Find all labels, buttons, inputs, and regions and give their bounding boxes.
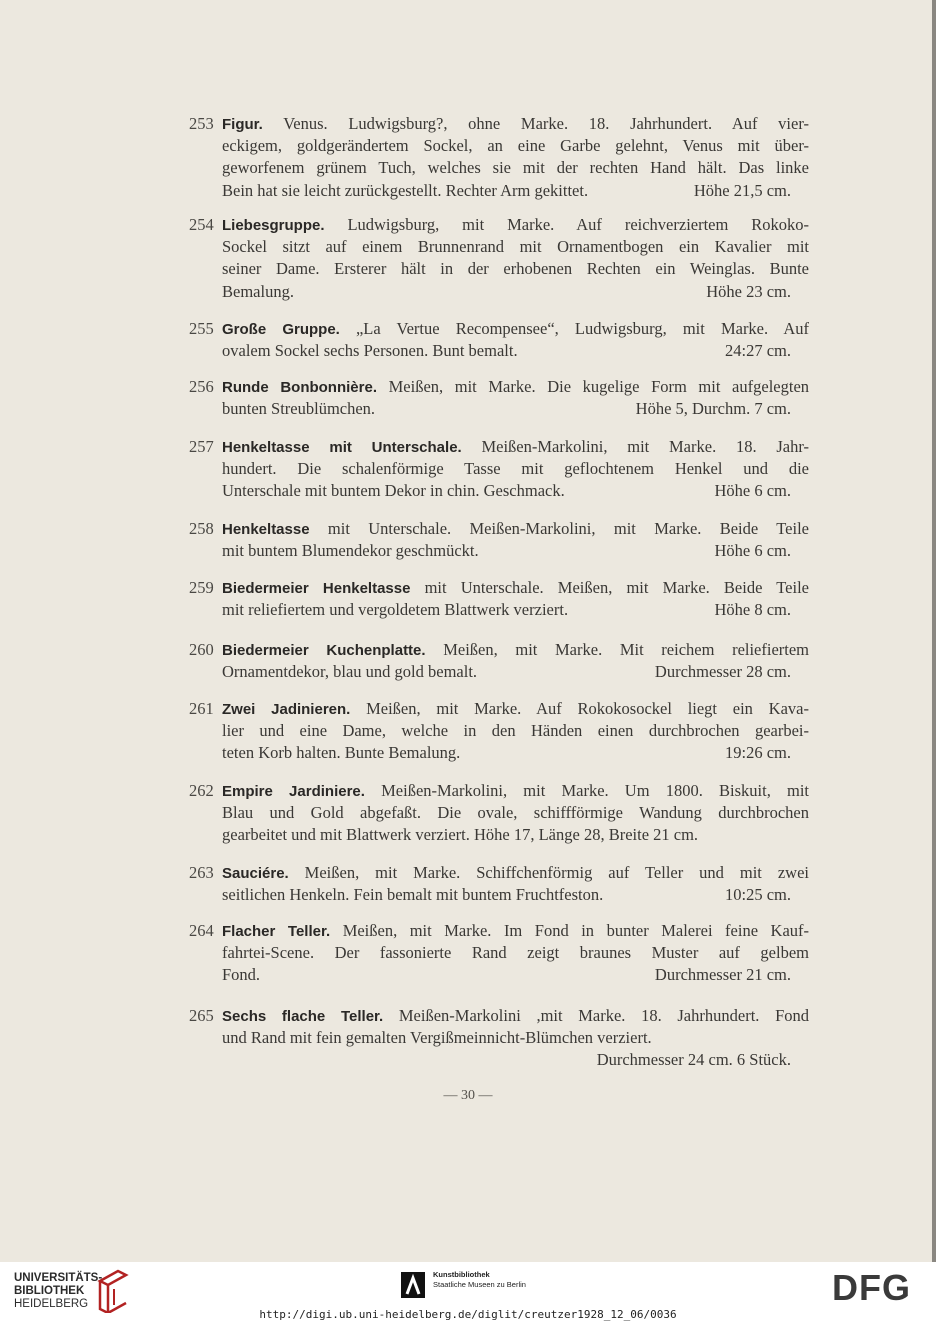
entry-text: seitlichen Henkeln. Fein bemalt mit buntem Fruchtfeston.: [222, 885, 604, 905]
entry-text: Fond.: [222, 965, 261, 985]
entry-text: „La Vertue Recompensee“, Ludwigsburg, mit Marke. Auf: [355, 319, 809, 338]
entry-text: Ornamentdekor, blau und gold bemalt.: [222, 662, 478, 682]
entry-title: Flacher Teller.: [222, 923, 331, 940]
entry-title: Figur.: [222, 116, 263, 133]
entry-title: Große Gruppe.: [222, 321, 340, 338]
dfg-logo: DFG: [832, 1267, 911, 1308]
entry-title: Empire Jardiniere.: [222, 783, 365, 800]
entry-title: Runde Bonbonnière.: [222, 379, 377, 396]
entry-text: Meißen, mit Marke. Auf Rokokosockel liegt ein Kava-: [366, 699, 809, 718]
entry-number: 256: [189, 377, 214, 396]
entry-number: 263: [189, 863, 214, 882]
entry-measure: Höhe 5, Durchm. 7 cm.: [635, 399, 791, 419]
entry-text: Meißen-Markolini ,mit Marke. 18. Jahrhundert. Fond: [398, 1006, 809, 1025]
entry-text: Sockel sitzt auf einem Brunnenrand mit Ornamentbogen ein Kavalier mit: [222, 237, 809, 257]
entry-text: und Rand mit fein gemalten Vergißmeinnicht-Blümchen verziert.: [222, 1028, 652, 1048]
ub-line: UNIVERSITÄTS-: [14, 1272, 103, 1284]
entry-254: [189, 214, 809, 303]
entry-title: Zwei Jadinieren.: [222, 701, 351, 718]
entry-260: [189, 639, 809, 683]
entry-measure: Höhe 21,5 cm.: [693, 180, 791, 200]
entry-number: 259: [189, 578, 214, 597]
entry-title: Biedermeier Henkeltasse: [222, 580, 411, 597]
kb-title: Kunstbibliothek: [433, 1270, 490, 1279]
entry-measure: 24:27 cm.: [725, 341, 791, 361]
entry-number: 255: [189, 319, 214, 338]
entry-261: [189, 698, 809, 765]
entry-text: Ludwigsburg, mit Marke. Auf reichverziertem Rokoko-: [347, 215, 809, 234]
entry-text: Meißen, mit Marke. Schiffchenförmig auf Teller und mit zwei: [304, 863, 809, 882]
entry-text: Venus. Ludwigsburg?, ohne Marke. 18. Jahrhundert. Auf vier-: [283, 114, 809, 133]
entry-text: Blau und Gold abgefaßt. Die ovale, schiffförmige Wandung durchbrochen: [222, 803, 809, 823]
entry-text: Bein hat sie leicht zurückgestellt. Rechter Arm gekittet.: [222, 180, 589, 200]
entry-title: Henkeltasse mit Unterschale.: [222, 439, 462, 456]
ub-line: BIBLIOTHEK: [14, 1285, 85, 1297]
entry-measure: Höhe 8 cm.: [714, 600, 791, 620]
entry-title: Biedermeier Kuchenplatte.: [222, 642, 426, 659]
entry-number: 258: [189, 519, 214, 538]
entry-text: Meißen-Markolini, mit Marke. Um 1800. Biskuit, mit: [381, 781, 809, 800]
entry-measure: Durchmesser 28 cm.: [654, 662, 791, 682]
entry-measure: Durchmesser 21 cm.: [654, 965, 791, 985]
entry-measure: Höhe 6 cm.: [714, 541, 791, 561]
entry-text: teten Korb halten. Bunte Bemalung.: [222, 743, 461, 763]
entry-number: 254: [189, 215, 214, 234]
source-url[interactable]: http://digi.ub.uni-heidelberg.de/diglit/creutzer1928_12_06/0036: [259, 1308, 677, 1321]
entry-257: [189, 436, 809, 503]
entry-text: eckigem, goldgerändertem Sockel, an eine Garbe gelehnt, Venus mit über-: [222, 136, 809, 156]
entry-text: Meißen, mit Marke. Mit reichem reliefiertem: [443, 640, 809, 659]
entry-259: [189, 577, 809, 621]
ub-line: HEIDELBERG: [14, 1298, 89, 1310]
entry-number: 262: [189, 781, 214, 800]
kunstbibliothek-text: [433, 1270, 526, 1290]
entry-text: mit Unterschale. Meißen-Markolini, mit Marke. Beide Teile: [327, 519, 809, 538]
entry-number: 264: [189, 921, 214, 940]
entry-text: ovalem Sockel sechs Personen. Bunt bemalt.: [222, 341, 518, 361]
entry-text: lier und eine Dame, welche in den Händen einen durchbrochen gearbei-: [222, 721, 809, 741]
entry-text: hundert. Die schalenförmige Tasse mit geflochtenem Henkel und die: [222, 459, 809, 479]
entry-text: Meißen, mit Marke. Im Fond in bunter Malerei feine Kauf-: [342, 921, 809, 940]
entry-255: [189, 318, 809, 362]
entry-text: gearbeitet und mit Blattwerk verziert. Höhe 17, Länge 28, Breite 21 cm.: [222, 825, 699, 845]
entry-measure: Durchmesser 24 cm. 6 Stück.: [596, 1050, 791, 1070]
page-number: — 30 —: [443, 1088, 493, 1103]
entry-text: Meißen-Markolini, mit Marke. 18. Jahr-: [481, 437, 809, 456]
entry-title: Henkeltasse: [222, 521, 310, 538]
entry-text: Unterschale mit buntem Dekor in chin. Geschmack.: [222, 481, 565, 501]
ub-heidelberg-text: [14, 1272, 102, 1311]
entry-number: 265: [189, 1006, 214, 1025]
entry-text: Meißen, mit Marke. Die kugelige Form mit aufgelegten: [388, 377, 809, 396]
entry-text: mit Unterschale. Meißen, mit Marke. Beide Teile: [424, 578, 809, 597]
entry-265: [189, 1005, 809, 1072]
entry-title: Liebesgruppe.: [222, 217, 325, 234]
entry-text: bunten Streublümchen.: [222, 399, 376, 419]
entry-number: 257: [189, 437, 214, 456]
entry-256: [189, 376, 809, 420]
entry-number: 253: [189, 114, 214, 133]
entry-text: mit buntem Blumendekor geschmückt.: [222, 541, 479, 561]
kunstbibliothek-logo-icon: [399, 1270, 427, 1300]
entry-262: [189, 780, 809, 847]
ub-heidelberg-logo-icon: [96, 1267, 130, 1313]
entry-text: Bemalung.: [222, 281, 294, 301]
entry-measure: Höhe 23 cm.: [706, 281, 791, 301]
entry-number: 260: [189, 640, 214, 659]
entry-253: [189, 113, 809, 202]
entry-title: Sechs flache Teller.: [222, 1008, 384, 1025]
entry-measure: Höhe 6 cm.: [714, 481, 791, 501]
entry-264: [189, 920, 809, 987]
entry-258: [189, 518, 809, 562]
entry-text: fahrtei-Scene. Der fassonierte Rand zeigt braunes Muster auf gelbem: [222, 943, 809, 963]
entry-measure: 10:25 cm.: [725, 885, 791, 905]
entry-263: [189, 862, 809, 906]
entry-title: Sauciére.: [222, 865, 289, 882]
entry-text: geworfenem grünem Tuch, welches sie mit der rechten Hand hält. Das linke: [222, 158, 809, 178]
entry-text: seiner Dame. Ersterer hält in der erhobenen Rechten ein Weinglas. Bunte: [222, 259, 809, 279]
entry-number: 261: [189, 699, 214, 718]
entry-text: mit reliefiertem und vergoldetem Blattwerk verziert.: [222, 600, 569, 620]
kb-subtitle: Staatliche Museen zu Berlin: [433, 1280, 526, 1289]
entry-measure: 19:26 cm.: [725, 743, 791, 763]
